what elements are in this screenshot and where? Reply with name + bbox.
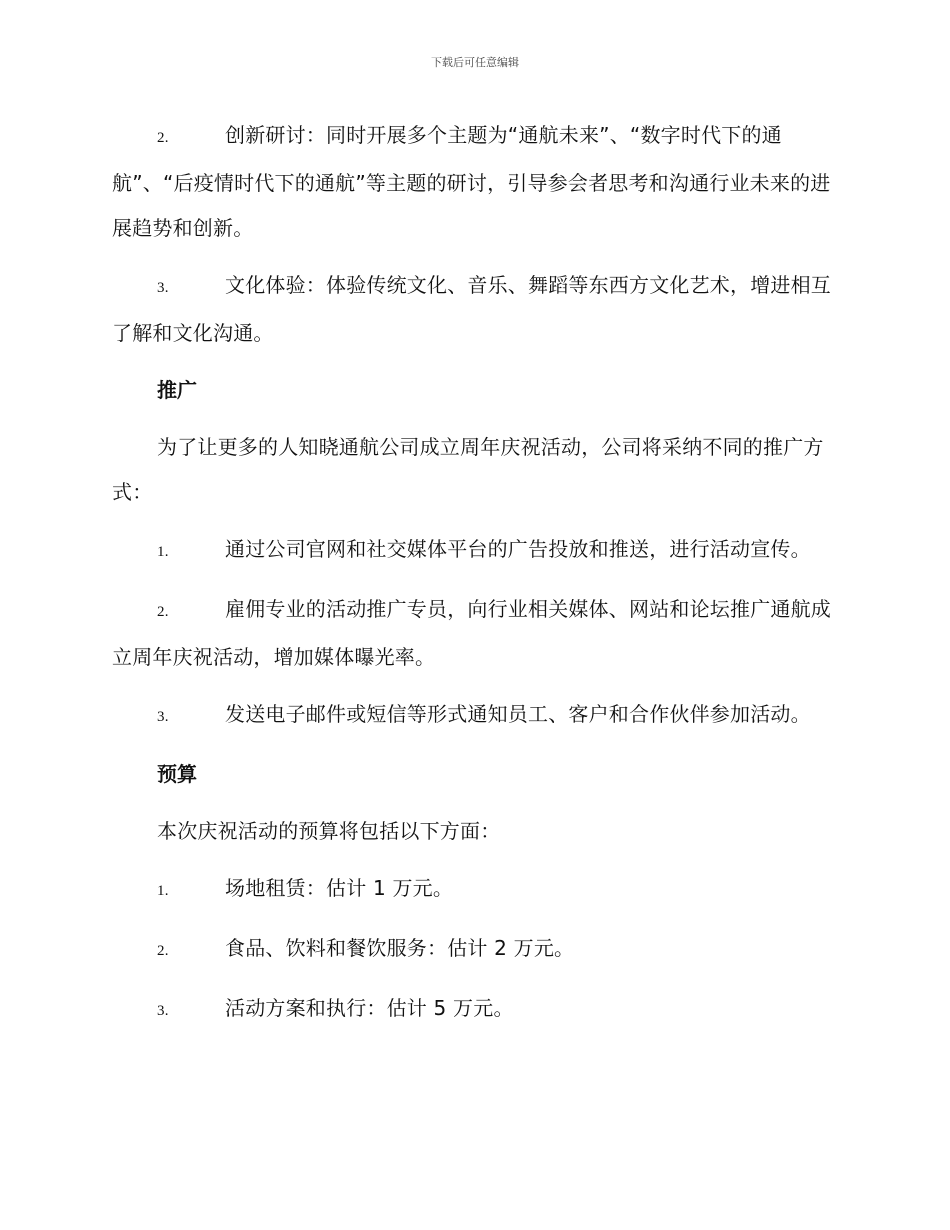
section-heading-budget: 预算 — [157, 762, 197, 786]
list-number: 1. — [157, 883, 169, 899]
list-text: 场地租赁：估计 1 万元。 — [225, 876, 454, 900]
list-item — [112, 263, 840, 356]
list-item — [112, 692, 840, 740]
list-text: 通过公司官网和社交媒体平台的广告投放和推送，进行活动宣传。 — [225, 537, 811, 561]
list-item — [112, 527, 840, 575]
document-body — [112, 113, 840, 1046]
list-item — [112, 587, 840, 680]
list-number: 2. — [157, 943, 169, 959]
list-item — [112, 866, 840, 914]
list-number: 3. — [157, 709, 169, 725]
list-text: 食品、饮料和餐饮服务：估计 2 万元。 — [225, 936, 575, 960]
list-text: 创新研讨：同时开展多个主题为“通航未来”、“数字时代下的通航”、“后疫情时代下的通航”等主题的研讨，引导参会者思考和沟通行业未来的进展趋势和创新。 — [112, 123, 831, 240]
list-item — [112, 986, 840, 1034]
list-item — [112, 113, 840, 251]
section-heading-promotion: 推广 — [157, 378, 197, 402]
list-text: 活动方案和执行：估计 5 万元。 — [225, 996, 514, 1020]
promotion-intro: 为了让更多的人知晓通航公司成立周年庆祝活动，公司将采纳不同的推广方式： — [112, 435, 824, 504]
list-item — [112, 926, 840, 974]
list-number: 1. — [157, 544, 169, 560]
page-header: 下载后可任意编辑 — [431, 56, 519, 69]
list-text: 发送电子邮件或短信等形式通知员工、客户和合作伙伴参加活动。 — [225, 702, 811, 726]
budget-intro: 本次庆祝活动的预算将包括以下方面： — [157, 819, 501, 843]
list-number: 2. — [157, 604, 169, 620]
list-number: 3. — [157, 1003, 169, 1019]
list-number: 3. — [157, 280, 169, 296]
list-text: 雇佣专业的活动推广专员，向行业相关媒体、网站和论坛推广通航成立周年庆祝活动，增加媒体曝光率。 — [112, 597, 831, 669]
list-number: 2. — [157, 130, 169, 146]
list-text: 文化体验：体验传统文化、音乐、舞蹈等东西方文化艺术，增进相互了解和文化沟通。 — [112, 273, 831, 345]
